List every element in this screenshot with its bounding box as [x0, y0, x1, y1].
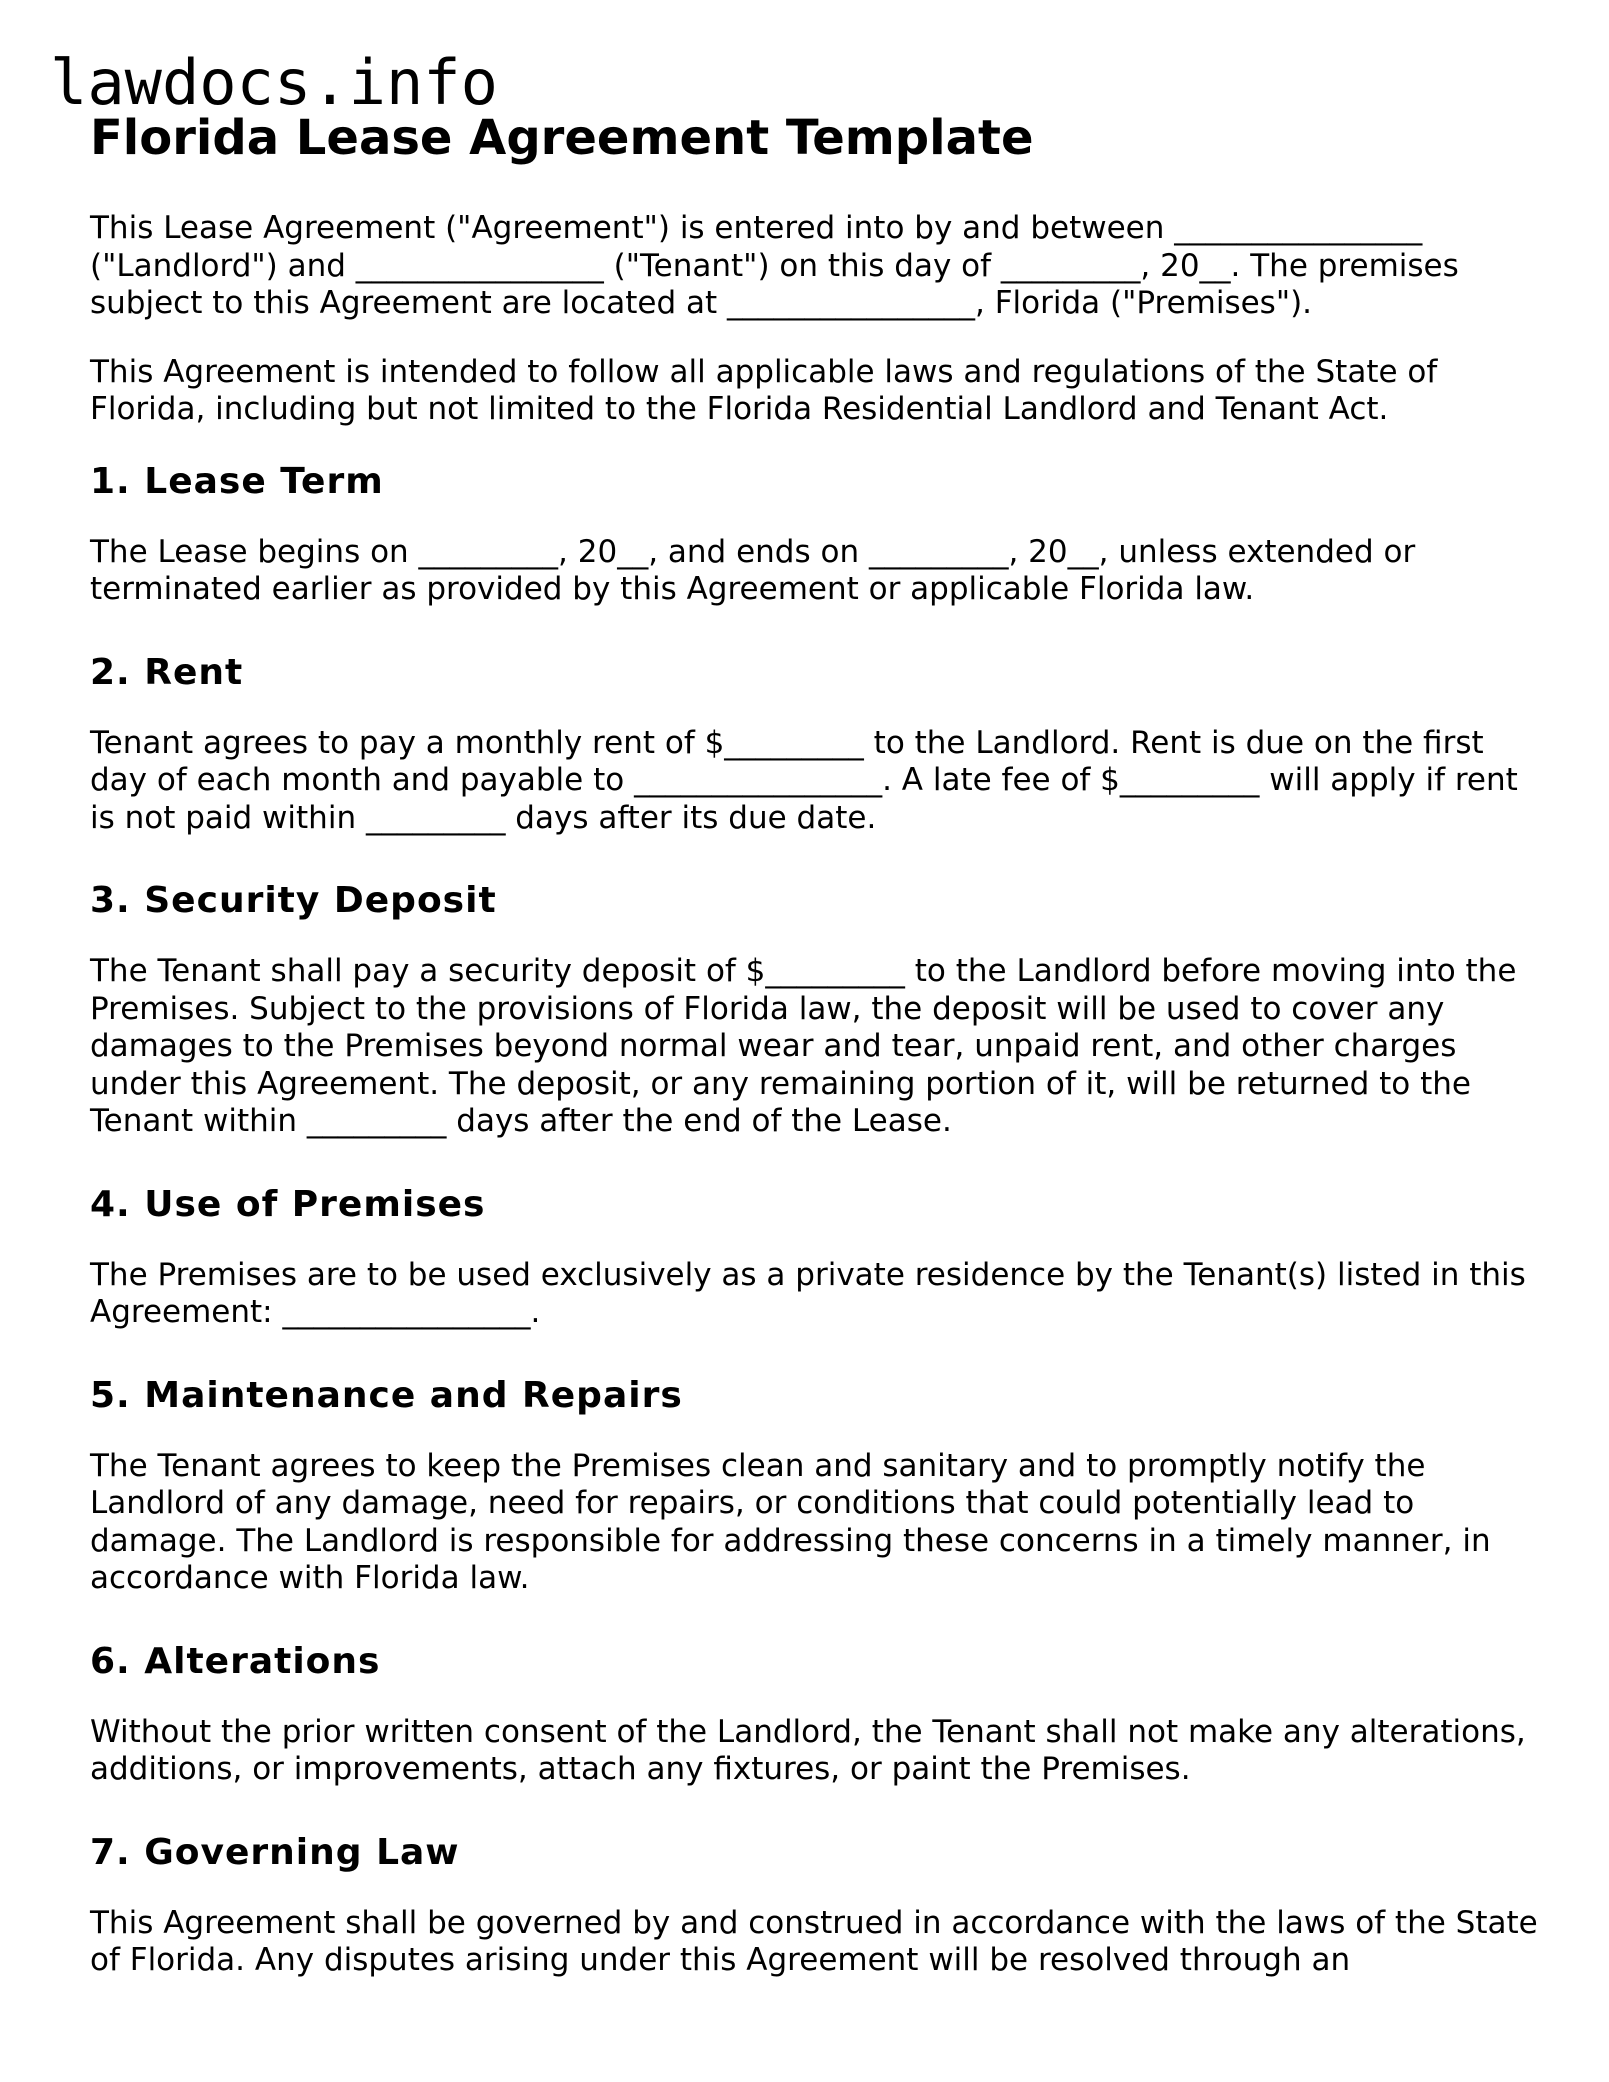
section-heading-alterations: 6. Alterations: [90, 1640, 381, 1682]
watermark-logo: lawdocs.info: [50, 46, 498, 119]
section-body-rent: Tenant agrees to pay a monthly rent of $_________ to the Landlord. Rent is due on the first day of each month and payable to ________________. A late fee of $_________ will apply if rent is not paid within _________ days after its due date.: [90, 724, 1518, 836]
section-body-lease-term: The Lease begins on _________, 20__, and ends on _________, 20__, unless extended or terminated earlier as provided by this Agreement or applicable Florida law.: [90, 533, 1416, 607]
section-heading-security-deposit: 3. Security Deposit: [90, 880, 497, 921]
section-heading-rent: 2. Rent: [90, 651, 244, 693]
section-body-maintenance-repairs: The Tenant agrees to keep the Premises clean and sanitary and to promptly notify the Landlord of any damage, need for repairs, or conditions that could potentially lead to damage. The Landlord is responsible for addressing these concerns in a timely manner, in accordance with Florida law.: [90, 1447, 1491, 1596]
section-body-alterations: Without the prior written consent of the Landlord, the Tenant shall not make any alterations, additions, or improvements, attach any fixtures, or paint the Premises.: [90, 1713, 1526, 1787]
section-body-security-deposit: The Tenant shall pay a security deposit of $_________ to the Landlord before moving into the Premises. Subject to the provisions of Florida law, the deposit will be used to cover any damages to the Premises beyond normal wear and tear, unpaid rent, and other charges under this Agreement. The deposit, or any remaining portion of it, will be returned to the Tenant within _________ days after the end of the Lease.: [90, 953, 1517, 1139]
section-body-governing-law: This Agreement shall be governed by and construed in accordance with the laws of the State of Florida. Any disputes arising under this Agreement will be resolved through an: [90, 1904, 1538, 1978]
document-body: [90, 110, 1540, 2011]
section-heading-use-of-premises: 4. Use of Premises: [90, 1183, 486, 1225]
intro-paragraph: This Lease Agreement ("Agreement") is entered into by and between ________________ ("Landlord") and ________________ ("Tenant") on this day of _________, 20__. The premises subject to this Agreement are located at ________________, Florida ("Premises").: [90, 210, 1459, 321]
section-heading-governing-law: 7. Governing Law: [90, 1831, 460, 1873]
intro-paragraph: This Agreement is intended to follow all applicable laws and regulations of the State of Florida, including but not limited to the Florida Residential Landlord and Tenant Act.: [90, 353, 1438, 427]
section-heading-maintenance-repairs: 5. Maintenance and Repairs: [90, 1374, 683, 1416]
section-body-use-of-premises: The Premises are to be used exclusively as a private residence by the Tenant(s) listed in this Agreement: ________________.: [90, 1256, 1526, 1330]
document-title: Florida Lease Agreement Template: [90, 110, 1034, 166]
section-heading-lease-term: 1. Lease Term: [90, 460, 384, 502]
